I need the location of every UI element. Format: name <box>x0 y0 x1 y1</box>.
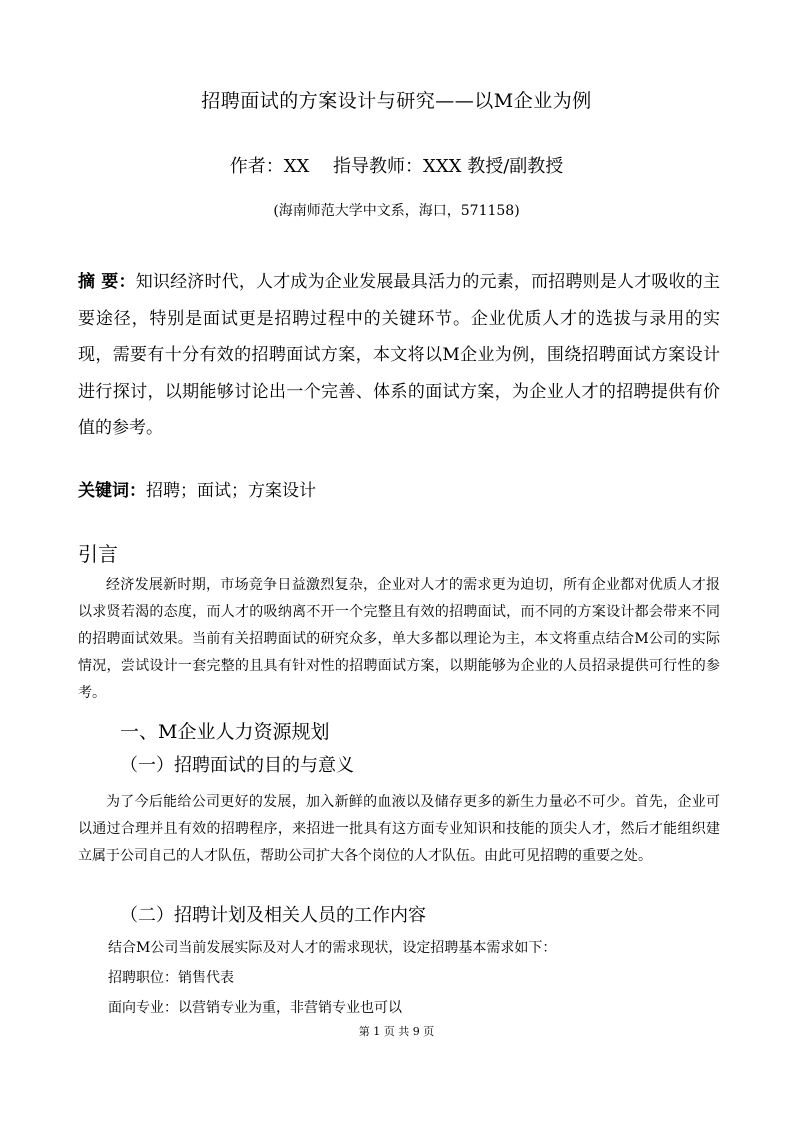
abstract-label: 摘 要： <box>78 272 136 292</box>
author-line: 作者：XX 指导教师：XXX 教授/副教授 <box>229 156 564 177</box>
subsection2-heading: （二）招聘计划及相关人员的工作内容 <box>120 905 426 926</box>
keywords-text: 招聘；面试；方案设计 <box>146 481 316 501</box>
intro-heading: 引言 <box>78 542 118 566</box>
page-footer: 第 1 页 共 9 页 <box>358 1025 435 1038</box>
document-title: 招聘面试的方案设计与研究——以M企业为例 <box>201 90 592 112</box>
abstract-text: 知识经济时代，人才成为企业发展最具活力的元素，而招聘则是人才吸收的主要途径，特别是面试更是招聘过程中的关键环节。企业优质人才的选拔与录用的实现，需要有十分有效的招聘面试方案，本文将以M企业为例，围绕招聘面试方案设计进行探讨，以期能够讨论出一个完善、体系的面试方案，为企业人才的招聘提供有价值的参考。 <box>78 272 720 438</box>
subsection1-heading: （一）招聘面试的目的与意义 <box>120 755 354 776</box>
abstract <box>78 264 720 447</box>
subsection1-paragraph: 为了今后能给公司更好的发展，加入新鲜的血液以及储存更多的新生力量必不可少。首先，企业可以通过合理并且有效的招聘程序，来招进一批具有这方面专业知识和技能的顶尖人才，然后才能组织建立属于公司自己的人才队伍，帮助公司扩大各个岗位的人才队伍。由此可见招聘的重要之处。 <box>78 794 720 864</box>
subsection2-line-1: 结合M公司当前发展实际及对人才的需求现状，设定招聘基本需求如下： <box>108 940 557 956</box>
keywords <box>78 478 720 504</box>
subsection2-line-3: 面向专业：以营销专业为重，非营销专业也可以 <box>108 1000 402 1016</box>
intro-paragraph: 经济发展新时期，市场竞争日益激烈复杂，企业对人才的需求更为迫切，所有企业都对优质人才报以求贤若渴的态度，而人才的吸纳离不开一个完整且有效的招聘面试，而不同的方案设计都会带来不同的招聘面试效果。当前有关招聘面试的研究众多，单大多都以理论为主，本文将重点结合M公司的实际情况，尝试设计一套完整的且具有针对性的招聘面试方案，以期能够为企业的人员招录提供可行性的参考。 <box>78 577 720 701</box>
affiliation: (海南师范大学中文系，海口，571158) <box>273 203 520 219</box>
subsection2-line-2: 招聘职位：销售代表 <box>108 970 234 986</box>
section1-heading: 一、M企业人力资源规划 <box>120 721 330 743</box>
keywords-label: 关键词： <box>78 481 146 501</box>
